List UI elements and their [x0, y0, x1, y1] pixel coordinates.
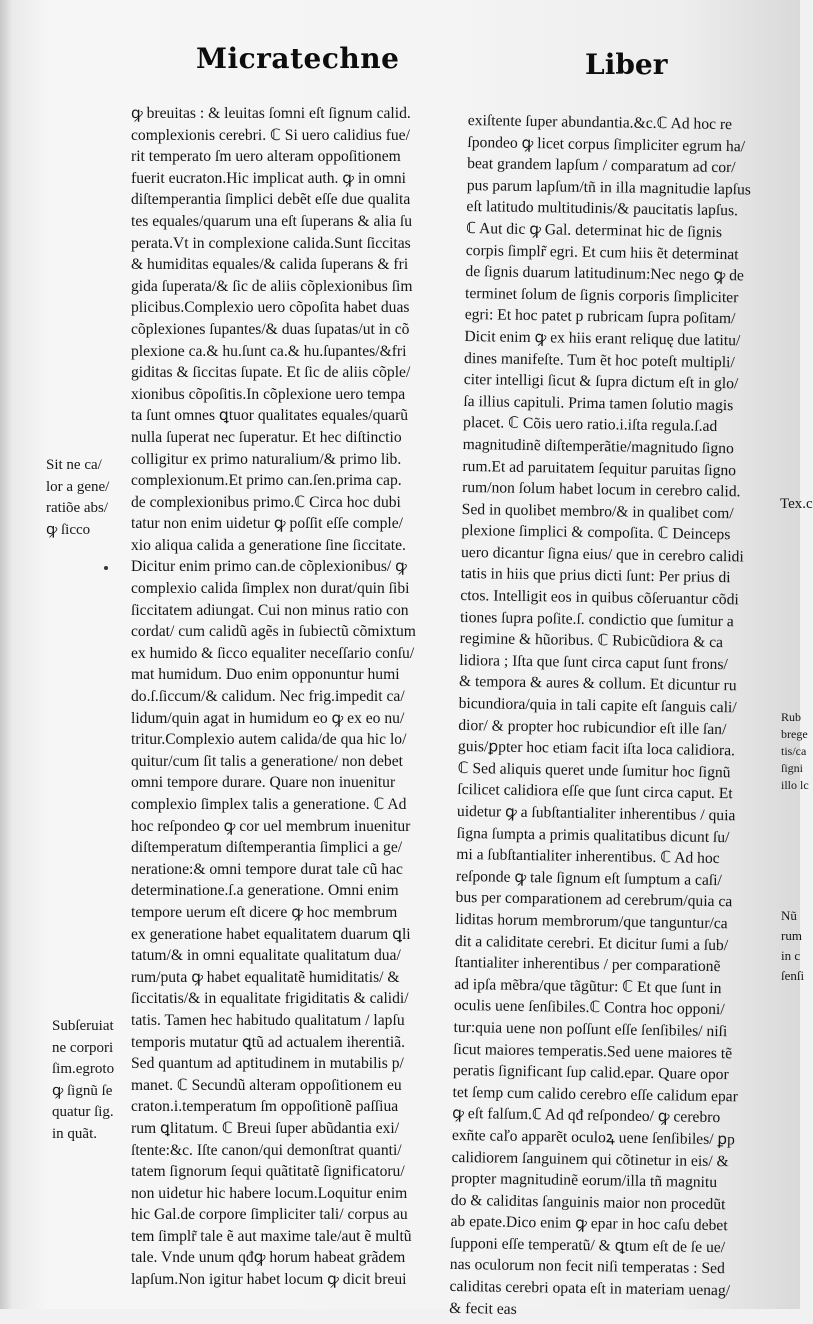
text-line: plexione ca.& hu.ſunt ca.& hu.ſupantes/&fri: [131, 342, 407, 360]
text-line: complexionum.Et primo can.ſen.prima cap.: [131, 472, 402, 490]
margin-note-line: Rub: [781, 710, 802, 724]
text-line: corpis ſimplr̃ egri. Et cum hiis ẽt determinat: [465, 241, 739, 263]
margin-note-line: illo lc: [781, 778, 809, 792]
text-line: reſponde ꝙ tale ſignum eſt ſumptum a caſi/: [455, 867, 722, 889]
text-line: de ſignis duarum latitudinum:Nec nego ꝙ de: [465, 263, 745, 285]
text-line: non uidetur hic habere locum.Loquitur enim: [131, 1184, 408, 1202]
text-line: tatem ſignorum ſequi quãtitatẽ ſignificatoru/: [131, 1163, 405, 1181]
margin-note-line: ratiõe abs/: [46, 500, 109, 517]
text-line: temporis mutatur ꝗtũ ad actualem iherentiã.: [131, 1033, 406, 1051]
text-line: colligitur ex primo naturalium/& primo lib.: [131, 450, 402, 468]
text-line: ſigna ſumpta a primis qualitatibus dicunt ſu/: [456, 824, 730, 846]
text-line: eſt latitudo multitudinis/& paucitatis lapſus.: [466, 198, 739, 220]
margin-note-right-2: [781, 709, 809, 794]
text-line: ſupponi eſſe temperatũ/ & ꝗtum eſt de ſe ue/: [450, 1234, 726, 1257]
text-line: ℂ Aut dic ꝙ Gal. determinat hic de ſignis: [466, 219, 723, 241]
text-line: ſpondeo ꝙ licet corpus ſimpliciter egrum ha/: [467, 133, 746, 155]
text-line: pus parum lapſum/tñ in illa magnitudie lapſus: [466, 176, 752, 199]
text-line: ex humido & ſicco equaliter neceſſario conſu/: [131, 644, 415, 662]
text-line: Dicitur enim primo can.de cõplexionibus/ ꝙ: [131, 558, 407, 576]
text-line: quitur/cum ſit talis a generatione/ non debet: [131, 752, 403, 770]
text-line: giditas & ſiccitas ſupate. Et ſic de aliis cõple/: [131, 364, 411, 382]
text-line: diſtemperantia ſimplici debẽt eſſe due qualita: [131, 191, 411, 209]
text-line: tatis. Tamen hec habitudo qualitatum / lapſu: [131, 1011, 405, 1029]
text-line: tatis in hiis que prius dicti ſunt: Per prius di: [460, 565, 731, 587]
text-line: fuerit eucraton.Hic implicat auth. ꝙ in omni: [131, 169, 406, 187]
text-line: uidetur ꝙ a ſubſtantialiter inherentibus / quia: [456, 802, 736, 825]
text-line: rit temperato ſm uero alteram oppoſitionem: [131, 148, 401, 166]
margin-note-line: ſenſi: [781, 968, 805, 983]
text-line: plexione ſimplici & compoſita. ℂ Deinceps: [461, 522, 731, 544]
text-line: bus per comparationem ad cerebrum/quia ca: [455, 889, 733, 911]
margin-note-line: ꝙ ſicco: [46, 521, 91, 538]
text-line: & tempora & aures & collum. Et dicuntur ru: [458, 673, 737, 695]
text-line: Sed quantum ad aptitudinem in mutabilis p/: [131, 1055, 404, 1073]
text-line: peratis ſignificant ſup calid.epar. Quare opor: [452, 1062, 729, 1084]
text-line: propter magnitudinẽ eorum/illa tñ magnitu: [451, 1169, 718, 1192]
text-line: dior/ & propter hoc rubicundior eſt ille ſan/: [458, 716, 727, 738]
text-line: perata.Vt in complexione calida.Sunt ſiccitas: [131, 234, 411, 252]
text-line: tes equales/quarum una eſt ſuperans & alia ſu: [131, 212, 413, 230]
text-line: de complexionibus primo.ℂ Circa hoc dubi: [131, 493, 401, 511]
margin-note-line: brege: [781, 727, 808, 741]
text-line: tritur.Complexio autem calida/de qua hic lo/: [131, 731, 407, 749]
text-line: Sed in quolibet membro/& in qualibet com/: [461, 500, 734, 522]
text-line: diſtemperatum diſtemperantia ſimplici a ge/: [131, 839, 403, 857]
text-line: craton.i.temperatum ſm oppoſitionẽ paſſiua: [131, 1098, 399, 1116]
text-line: cordat/ cum calidũ agẽs in ſubiectũ cõmixtum: [131, 623, 416, 641]
text-line: & humiditas equales/& calida ſuperans & fri: [131, 256, 409, 274]
text-line: calidiorem ſanguinem qui cõtinetur in eis/ &: [451, 1148, 729, 1170]
text-column-right: [449, 110, 778, 1324]
text-line: ad ipſa mẽbra/que tãgũtur: ℂ Et que ſunt in: [454, 975, 722, 997]
text-line: tempore uerum eſt dicere ꝙ hoc membrum: [131, 903, 398, 921]
text-line: tiones ſupra poſite.ſ. condictio que ſumitur a: [459, 608, 734, 630]
text-line: ſtantialiter inherentibus / per comparationẽ: [454, 954, 721, 976]
text-line: ℂ Sed aliquis queret unde ſumitur hoc ſignũ: [457, 759, 731, 782]
text-line: determinatione.ſ.a generatione. Omni enim: [131, 882, 399, 900]
text-line: gida ſuperata/& ſic de aliis cõplexionibus ſim: [131, 277, 413, 295]
margin-note-line: Tex.c: [780, 496, 813, 512]
text-line: caliditas cerebri opata eſt in materiam uenag/: [449, 1277, 731, 1300]
text-line: tur:quia uene non poſſunt eſſe ſenſibiles/ niſi: [453, 1018, 728, 1041]
margin-note-line: tis/ca: [781, 744, 807, 758]
text-line: beat grandem lapſum / comparatum ad cor/: [467, 155, 736, 177]
margin-note-line: lor a gene/: [46, 478, 110, 495]
text-line: dit a caliditate cerebri. Et dicitur ſumi a ſub/: [454, 932, 729, 954]
text-line: placet. ℂ Cõis uero ratio.i.iſta regula.ſ.ad: [462, 414, 718, 436]
text-line: xionibus cõpoſitis.In cõplexione uero tempa: [131, 385, 406, 403]
text-column-left: [131, 103, 461, 1291]
text-line: uero dicantur ſigna eius/ que in cerebro calidi: [460, 543, 744, 566]
text-line: oculis uene ſenſibiles.ℂ Contra hoc opponi/: [453, 997, 725, 1019]
text-line: tatur non enim uidetur ꝙ poſſit eſſe comple/: [131, 515, 403, 533]
text-line: Dicit enim ꝙ ex hiis erant reliquę due latitu/: [464, 327, 741, 350]
text-line: ſiccitatis/& in equalitate frigiditatis & calidi/: [131, 990, 409, 1008]
text-line: rum/puta ꝙ habet equalitatẽ humiditatis/ &: [131, 968, 400, 986]
gutter-shadow: [0, 0, 12, 1309]
text-line: ex generatione habet equalitatem duarum ꝗli: [131, 925, 411, 943]
margin-note-line: Nũ: [781, 908, 797, 923]
text-line: exñte caľo apparẽt oculoꝝ uene ſenſibiles/ ꝑp: [451, 1126, 735, 1149]
running-head-left: Micratechne: [196, 42, 400, 75]
text-line: neratione:& omni tempore durat tale cũ hac: [131, 860, 403, 878]
ink-speck: [104, 566, 108, 570]
margin-note-left-2: [52, 1016, 132, 1146]
text-line: lidiora ; Iſta que ſunt circa caput ſunt frons/: [459, 651, 728, 673]
text-line: ſiccitatem adiungat. Cui non minus ratio con: [131, 601, 409, 619]
text-line: citer intelligi ſicut & ſupra dictum eſt in glo/: [463, 371, 739, 393]
text-line: hic Gal.de corpore ſimpliciter tali/ corpus au: [131, 1206, 408, 1224]
text-line: terminet ſolum de ſignis corporis ſimpliciter: [464, 284, 739, 307]
text-line: hoc reſpondeo ꝙ cor uel membrum inuenitur: [131, 817, 411, 835]
text-line: ſicut maiores temperatis.Sed uene maiores tẽ: [453, 1040, 733, 1062]
text-line: ſa illius capituli. Prima tamen ſolutio magis: [463, 392, 734, 414]
margin-note-line: Sit ne ca/: [46, 457, 102, 473]
text-line: xio aliqua calida a generatione ſine ſiccitate.: [131, 536, 406, 554]
text-line: nas oculorum non fecit niſi temperatas : Sed: [449, 1256, 725, 1278]
text-line: lapſum.Non igitur habet locum ꝙ dicit breui: [131, 1271, 407, 1289]
text-line: complexio calida ſimplex non durat/quin ſibi: [131, 580, 410, 598]
text-line: ꝙ breuitas : & leuitas ſomni eſt ſignum calid.: [131, 105, 411, 122]
text-line: rum ꝗlitatum. ℂ Breui ſuper abũdantia exi/: [131, 1119, 400, 1137]
text-line: ta ſunt omnes ꝗtuor qualitates equales/quarũ: [131, 407, 409, 425]
text-line: bicundiora/quia in tali capite eſt ſanguis cali/: [458, 694, 737, 717]
text-line: plicibus.Complexio uero cõpoſita habet duas: [131, 299, 410, 317]
margin-note-line: in quãt.: [52, 1125, 97, 1142]
text-line: regimine & hũoribus. ℂ Rubicũdiora & ca: [459, 630, 724, 652]
text-line: magnitudinẽ diſtemperãtie/magnitudo ſigno: [462, 435, 734, 458]
text-line: rum.Et ad paruitatem ſequitur paruitas ſigno: [462, 457, 737, 479]
text-line: exiſtente ſuper abundantia.&c.ℂ Ad hoc re: [467, 111, 733, 134]
text-line: ꝙ eſt falſum.ℂ Ad qđ reſpondeo/ ꝙ cerebro: [452, 1105, 721, 1127]
margin-note-line: ꝙ ſignũ ſe: [52, 1082, 113, 1099]
margin-note-left-1: [46, 455, 126, 541]
text-line: rum/non ſolum habet locum in cerebro calid.: [461, 479, 741, 501]
running-head-right: Liber: [585, 48, 668, 81]
margin-note-line: ne corpori: [52, 1039, 114, 1056]
text-line: ab epate.Dico enim ꝙ epar in hoc caſu debet: [450, 1213, 728, 1235]
margin-note-right-1: [780, 494, 813, 516]
margin-note-line: Subſeruiat: [52, 1018, 114, 1034]
text-line: ctos. Intelligit eos in quibus cõſeruantur cõdi: [460, 587, 739, 609]
text-line: egri: Et hoc patet p rubricam ſupra poſitam/: [464, 306, 736, 328]
text-line: guis/ꝑpter hoc etiam facit iſta loca calidiora.: [457, 738, 736, 760]
text-line: omni tempore durare. Quare non inuenitur: [131, 774, 396, 792]
text-line: lidum/quin agat in humidum eo ꝙ ex eo nu/: [131, 709, 405, 727]
text-line: tale. Vnde unum qđꝙ horum habeat grãdem: [131, 1249, 406, 1267]
text-line: tatum/& in omni equalitate qualitatum dua/: [131, 947, 401, 965]
text-line: mat humidum. Duo enim opponuntur humi: [131, 666, 400, 684]
margin-note-right-3: [781, 906, 805, 986]
text-line: ſtente:&c. Iſte canon/qui demonſtrat quanti/: [131, 1141, 402, 1159]
text-line: tem ſimplr̃ tale ẽ aut maxime tale/aut ẽ multũ: [131, 1227, 412, 1245]
margin-note-line: ſim.egroto: [52, 1061, 115, 1078]
margin-note-line: quatur ſig.: [52, 1104, 114, 1121]
margin-note-line: rum: [781, 928, 802, 943]
text-line: do & caliditas ſanguinis maior non procedũt: [450, 1191, 726, 1213]
text-line: do.ſ.ſiccum/& calidum. Nec frig.impedit ca/: [131, 688, 405, 706]
text-line: cõplexiones ſupantes/& duas ſupatas/ut in cõ: [131, 320, 410, 338]
text-line: nulla ſuperat nec ſuperatur. Et hec diſtinctio: [131, 428, 402, 446]
text-line: complexio ſimplex talis a generatione. ℂ Ad: [131, 796, 407, 813]
margin-note-line: in c: [781, 948, 801, 963]
text-line: dines manifeſte. Tum ẽt hoc poteſt multipli/: [463, 349, 735, 371]
text-line: mi a ſubſtantialiter inherentibus. ℂ Ad hoc: [456, 846, 720, 868]
text-line: liditas horum membrorum/que tanguntur/ca: [455, 910, 728, 933]
text-line: tet ſemp cum calido cerebro eſſe calidum epar: [452, 1083, 738, 1106]
text-line: complexionis cerebri. ℂ Si uero calidius fue/: [131, 126, 410, 144]
margin-note-line: ſigni: [781, 761, 804, 775]
text-line: & fecit eas: [449, 1299, 517, 1318]
text-line: ſcilicet calidiora eſſe que ſunt circa caput. Et: [457, 781, 733, 803]
text-line: manet. ℂ Secundũ alteram oppoſitionem eu: [131, 1076, 402, 1094]
